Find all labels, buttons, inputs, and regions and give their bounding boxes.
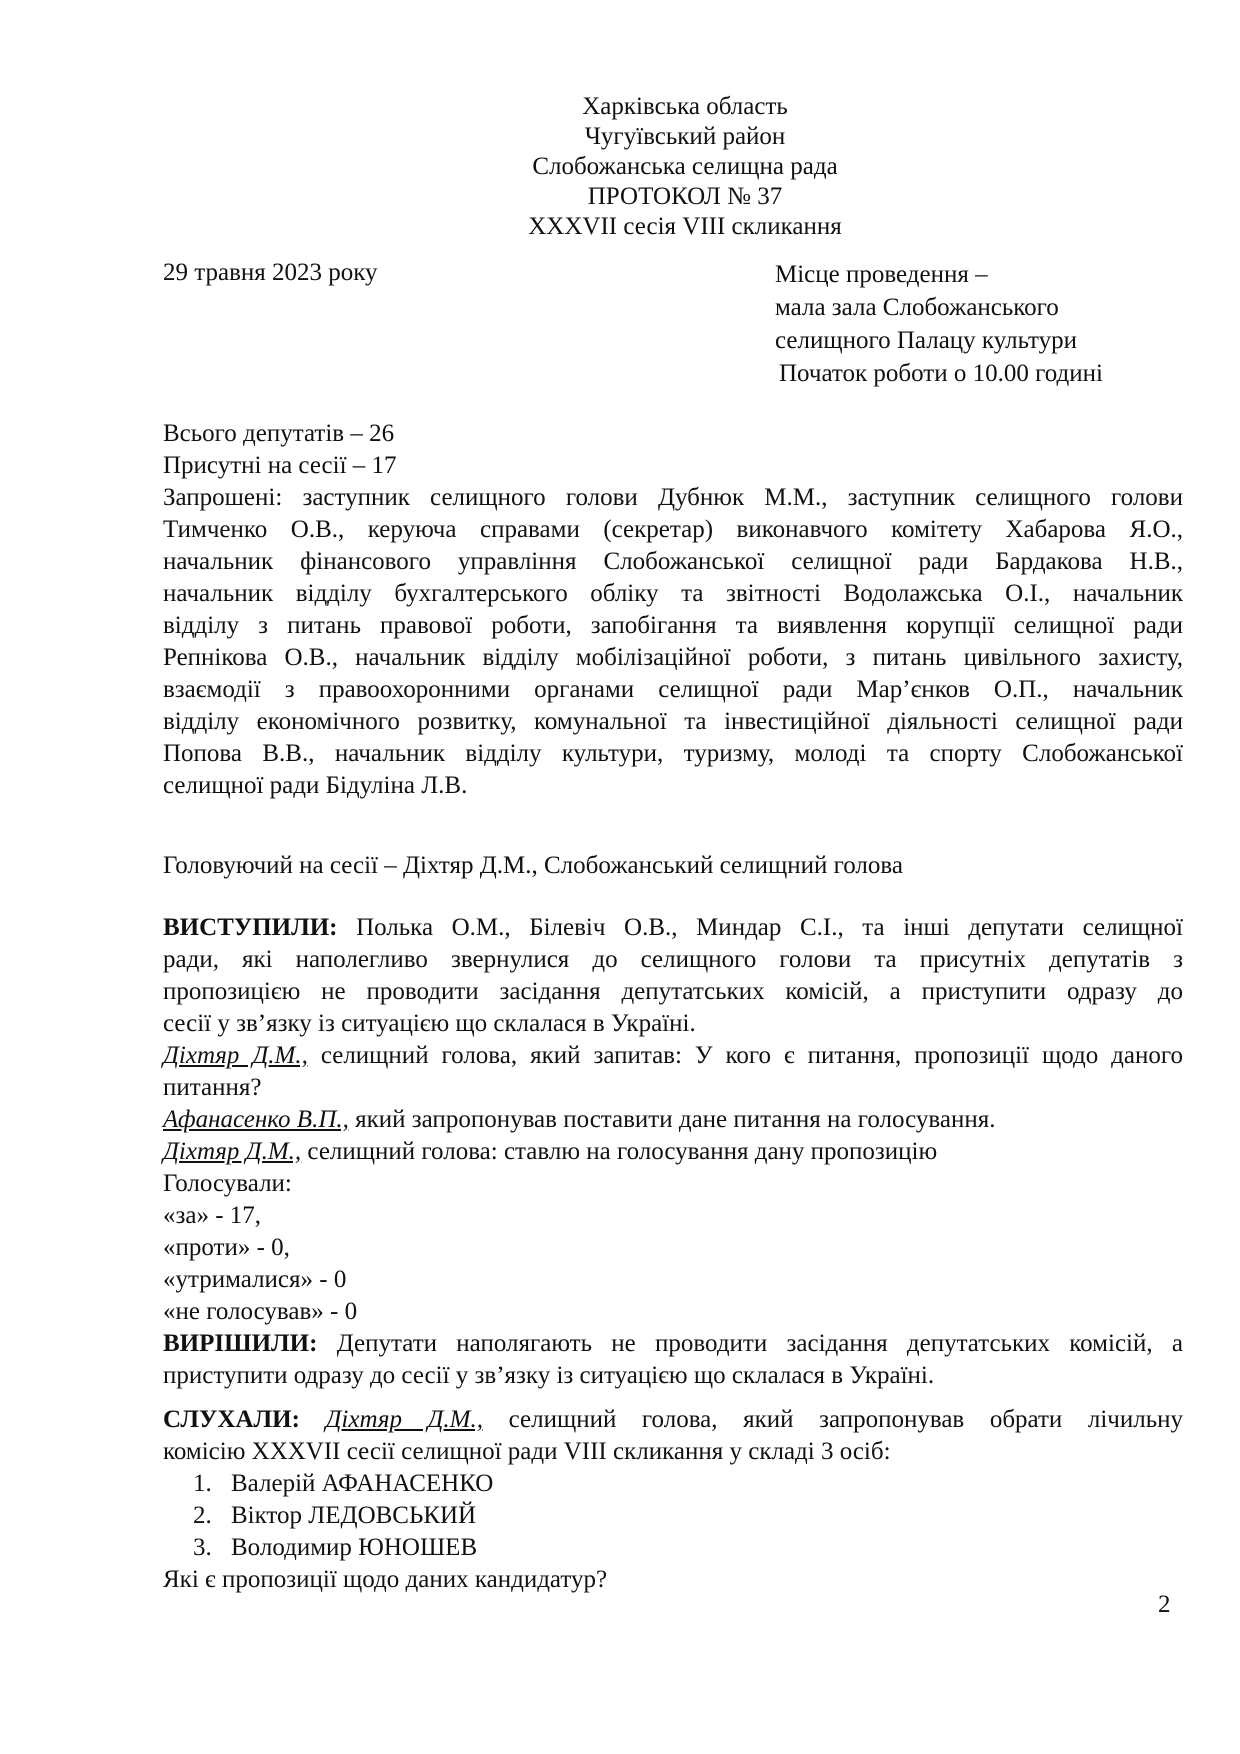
document-header	[0, 92, 1240, 242]
candidate-name: Віктор ЛЕДОВСЬКИЙ	[231, 1502, 477, 1529]
header-protocol: ПРОТОКОЛ № 37	[587, 183, 783, 210]
invited-line: відділу економічного розвитку, комунальної та інвестиційної діяльності селищної ради	[163, 708, 1183, 735]
speaker-name: Діхтяр Д.М.,	[163, 1042, 308, 1069]
decided-line-1	[163, 1328, 1183, 1360]
spoke-line-4: сесії у зв’язку із ситуацією що склалася в Україні.	[163, 1010, 696, 1037]
invited-line: Попова В.В., начальник відділу культури, туризму, молоді та спорту Слобожанської	[163, 740, 1183, 767]
spoke-line-2: ради, які наполегливо звернулися до селищного голови та присутніх депутатів з	[163, 946, 1183, 973]
heard-question: Які є пропозиції щодо даних кандидатур?	[163, 1566, 608, 1593]
heard-text: селищний голова, який запропонував обрати лічильну	[483, 1406, 1184, 1433]
candidate-name: Валерій АФАНАСЕНКО	[231, 1470, 494, 1497]
dialog-line-2	[163, 1104, 1183, 1136]
heard-block	[163, 1404, 1183, 1596]
total-deputies: Всього депутатів – 26	[163, 420, 395, 447]
invited-line: взаємодії з правоохоронними органами селищної ради Мар’єнков О.П., начальник	[163, 676, 1183, 703]
chair-line	[163, 850, 1183, 882]
dialog-line-3	[163, 1136, 1183, 1168]
decided-label: ВИРІШИЛИ:	[163, 1330, 318, 1357]
invited-line: Запрошені: заступник селищного голови Дубнюк М.М., заступник селищного голови	[163, 484, 1183, 511]
speaker-name: Діхтяр Д.М.,	[163, 1138, 302, 1165]
speaker-name: Діхтяр Д.М.,	[325, 1406, 484, 1433]
vote-for: «за» - 17,	[163, 1202, 262, 1229]
invited-line: Тимченко О.В., керуюча справами (секретар) виконавчого комітету Хабарова Я.О.,	[163, 516, 1183, 543]
spoke-block	[163, 912, 1183, 1392]
invited-line: начальник фінансового управління Слобожанської селищної ради Бардакова Н.В.,	[163, 548, 1183, 575]
attendance-block	[163, 418, 1183, 802]
dialog-text: який запропонував поставити дане питання на голосування.	[348, 1106, 996, 1133]
invited-line: начальник відділу бухгалтерського обліку та звітності Водолажська О.І., начальник	[163, 580, 1183, 607]
header-council: Слобожанська селищна рада	[532, 153, 838, 180]
meeting-place	[775, 258, 1103, 390]
speaker-name: Афанасенко В.П.,	[163, 1106, 349, 1133]
decided-text: Депутати наполягають не проводити засідання депутатських комісій, а	[317, 1330, 1183, 1357]
header-district: Чугуївський район	[584, 123, 786, 150]
place-label: Місце проведення –	[775, 261, 988, 288]
page-number: 2	[1158, 1591, 1171, 1618]
invited-line: Репнікова О.В., начальник відділу мобілізаційної роботи, з питань цивільного захисту,	[163, 644, 1183, 671]
vote-against: «проти» - 0,	[163, 1234, 290, 1261]
candidate-list	[163, 1468, 1183, 1564]
header-region: Харківська область	[582, 93, 788, 120]
list-item	[163, 1468, 1183, 1500]
decided-line-2: приступити одразу до сесії у зв’язку із ситуацією що склалася в Україні.	[163, 1362, 935, 1389]
dialog-line-1-cont: питання?	[163, 1074, 262, 1101]
vote-abstain: «утрималися» - 0	[163, 1266, 347, 1293]
invited-line: селищної ради Бідуліна Л.В.	[163, 772, 468, 799]
candidate-name: Володимир ЮНОШЕВ	[231, 1534, 478, 1561]
spoke-line-3: пропозицією не проводити засідання депутатських комісій, а приступити одразу до	[163, 978, 1183, 1005]
header-session: XXXVII сесія VIII скликання	[528, 213, 842, 240]
place-line-2: селищного Палацу культури	[775, 327, 1078, 354]
invited-line: відділу з питань правової роботи, запобігання та виявлення корупції селищної ради	[163, 612, 1183, 639]
place-line-1: мала зала Слобожанського	[775, 294, 1059, 321]
vote-label: Голосували:	[163, 1170, 292, 1197]
dialog-line-1	[163, 1040, 1183, 1072]
spoke-line-1	[163, 912, 1183, 944]
present-deputies: Присутні на сесії – 17	[163, 452, 397, 479]
dialog-text: селищний голова, який запитав: У кого є питання, пропозиції щодо даного	[307, 1042, 1183, 1069]
list-number: 1.	[193, 1470, 212, 1497]
meeting-date: 29 травня 2023 року	[163, 259, 378, 286]
vote-not-voted: «не голосував» - 0	[163, 1298, 358, 1325]
list-item	[163, 1532, 1183, 1564]
spoke-label: ВИСТУПИЛИ:	[163, 914, 338, 941]
heard-label: СЛУХАЛИ:	[163, 1406, 300, 1433]
dialog-text: селищний голова: ставлю на голосування дану пропозицію	[301, 1138, 938, 1165]
list-item	[163, 1500, 1183, 1532]
heard-line-2: комісію XXXVII сесії селищної ради VIII скликання у складі 3 осіб:	[163, 1438, 891, 1465]
start-time: Початок роботи о 10.00 годині	[779, 360, 1103, 387]
list-number: 3.	[193, 1534, 212, 1561]
spoke-text: Полька О.М., Білевіч О.В., Миндар С.І., та інші депутати селищної	[337, 914, 1183, 941]
heard-line-1	[163, 1404, 1183, 1436]
chair-text: Головуючий на сесії – Діхтяр Д.М., Слобожанський селищний голова	[163, 852, 903, 879]
list-number: 2.	[193, 1502, 212, 1529]
